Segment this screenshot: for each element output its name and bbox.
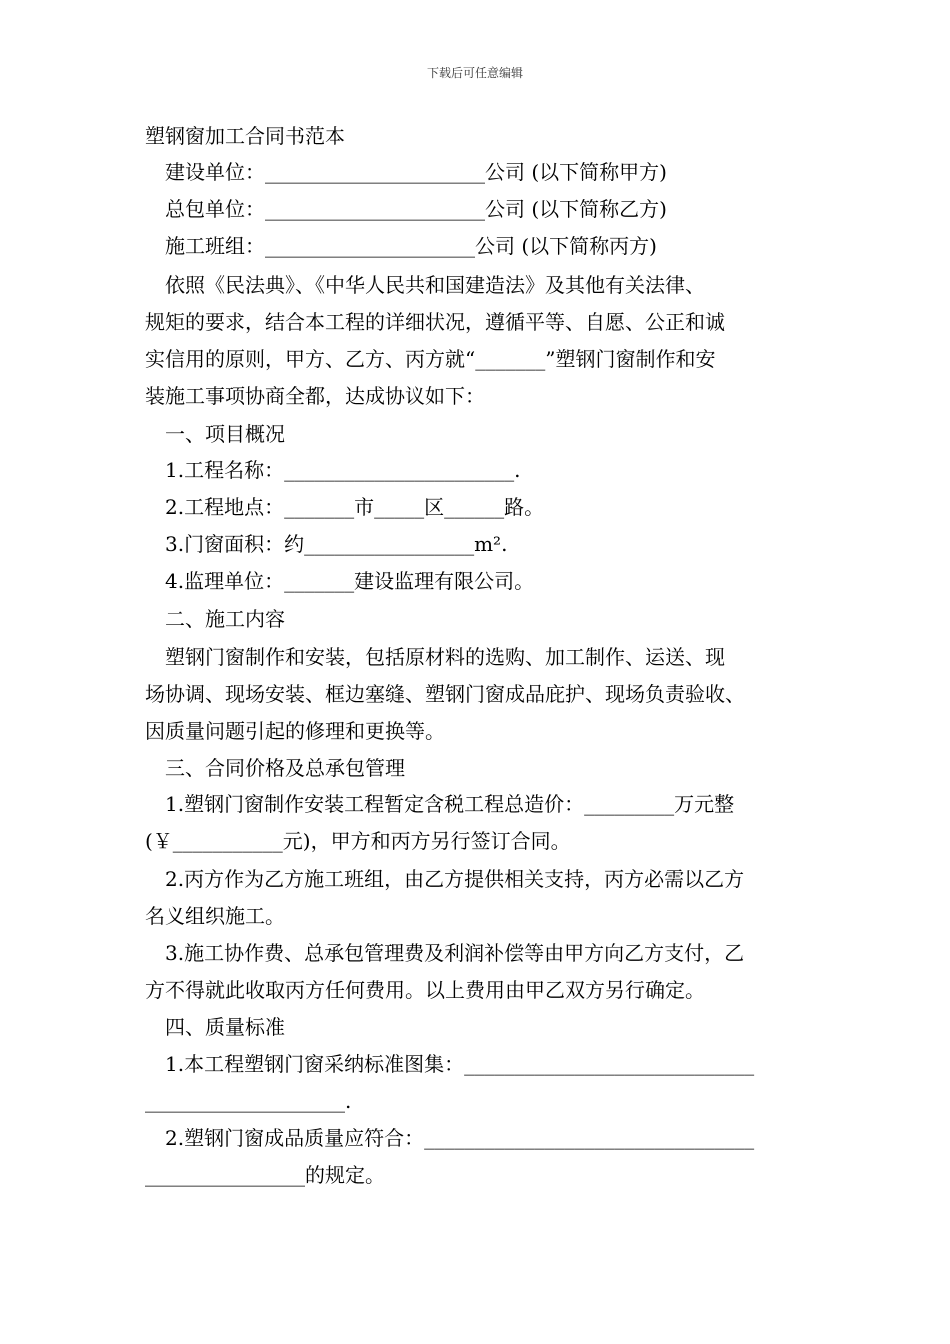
intro-line: 依照《民法典》、《中华人民共和国建造法》及其他有关法律、 <box>165 273 705 297</box>
scope-line: 因质量问题引起的修理和更换等。 <box>145 719 445 743</box>
section-heading: 四、质量标准 <box>165 1015 285 1039</box>
scope-line: 场协调、现场安装、框边塞缝、塑钢门窗成品庇护、现场负责验收、 <box>145 682 745 706</box>
scope-line: 塑钢门窗制作和安装，包括原材料的选购、加工制作、运送、现 <box>165 645 725 669</box>
quality-item-line: ________________的规定。 <box>145 1163 385 1187</box>
quality-item-line: 1.本工程塑钢门窗采纳标准图集：_____________________________ <box>165 1052 755 1076</box>
price-item-line: 名义组织施工。 <box>145 904 285 928</box>
section-heading: 三、合同价格及总承包管理 <box>165 756 405 780</box>
party-a-line: 建设单位：______________________公司 (以下简称甲方) <box>165 160 667 184</box>
section-heading: 二、施工内容 <box>165 607 285 631</box>
intro-line: 实信用的原则，甲方、乙方、丙方就“_______”塑钢门窗制作和安 <box>145 347 716 371</box>
project-item: 4.监理单位：_______建设监理有限公司。 <box>165 569 535 593</box>
page-header-note: 下载后可任意编辑 <box>426 66 523 80</box>
quality-item-line: 2.塑钢门窗成品质量应符合：_________________________________ <box>165 1126 755 1150</box>
quality-item-line: ____________________. <box>145 1089 352 1113</box>
document-title: 塑钢窗加工合同书范本 <box>145 124 345 148</box>
party-b-line: 总包单位：______________________公司 (以下简称乙方) <box>165 197 667 221</box>
intro-line: 规矩的要求，结合本工程的详细状况，遵循平等、自愿、公正和诚 <box>145 310 725 334</box>
party-c-line: 施工班组：_____________________公司 (以下简称丙方) <box>165 234 657 258</box>
price-item-line: 1.塑钢门窗制作安装工程暂定含税工程总造价：_________万元整 <box>165 792 735 816</box>
price-item-line: (￥___________元)，甲方和丙方另行签订合同。 <box>145 829 571 853</box>
price-item-line: 方不得就此收取丙方任何费用。以上费用由甲乙双方另行确定。 <box>145 978 705 1002</box>
section-heading: 一、项目概况 <box>165 422 285 446</box>
intro-line: 装施工事项协商全都，达成协议如下： <box>145 384 485 408</box>
price-item-line: 3.施工协作费、总承包管理费及利润补偿等由甲方向乙方支付，乙 <box>165 941 745 965</box>
project-item: 3.门窗面积：约_________________m². <box>165 532 508 556</box>
project-item: 1.工程名称：_______________________. <box>165 458 521 482</box>
price-item-line: 2.丙方作为乙方施工班组，由乙方提供相关支持，丙方必需以乙方 <box>165 867 745 891</box>
project-item: 2.工程地点：_______市_____区______路。 <box>165 495 545 519</box>
